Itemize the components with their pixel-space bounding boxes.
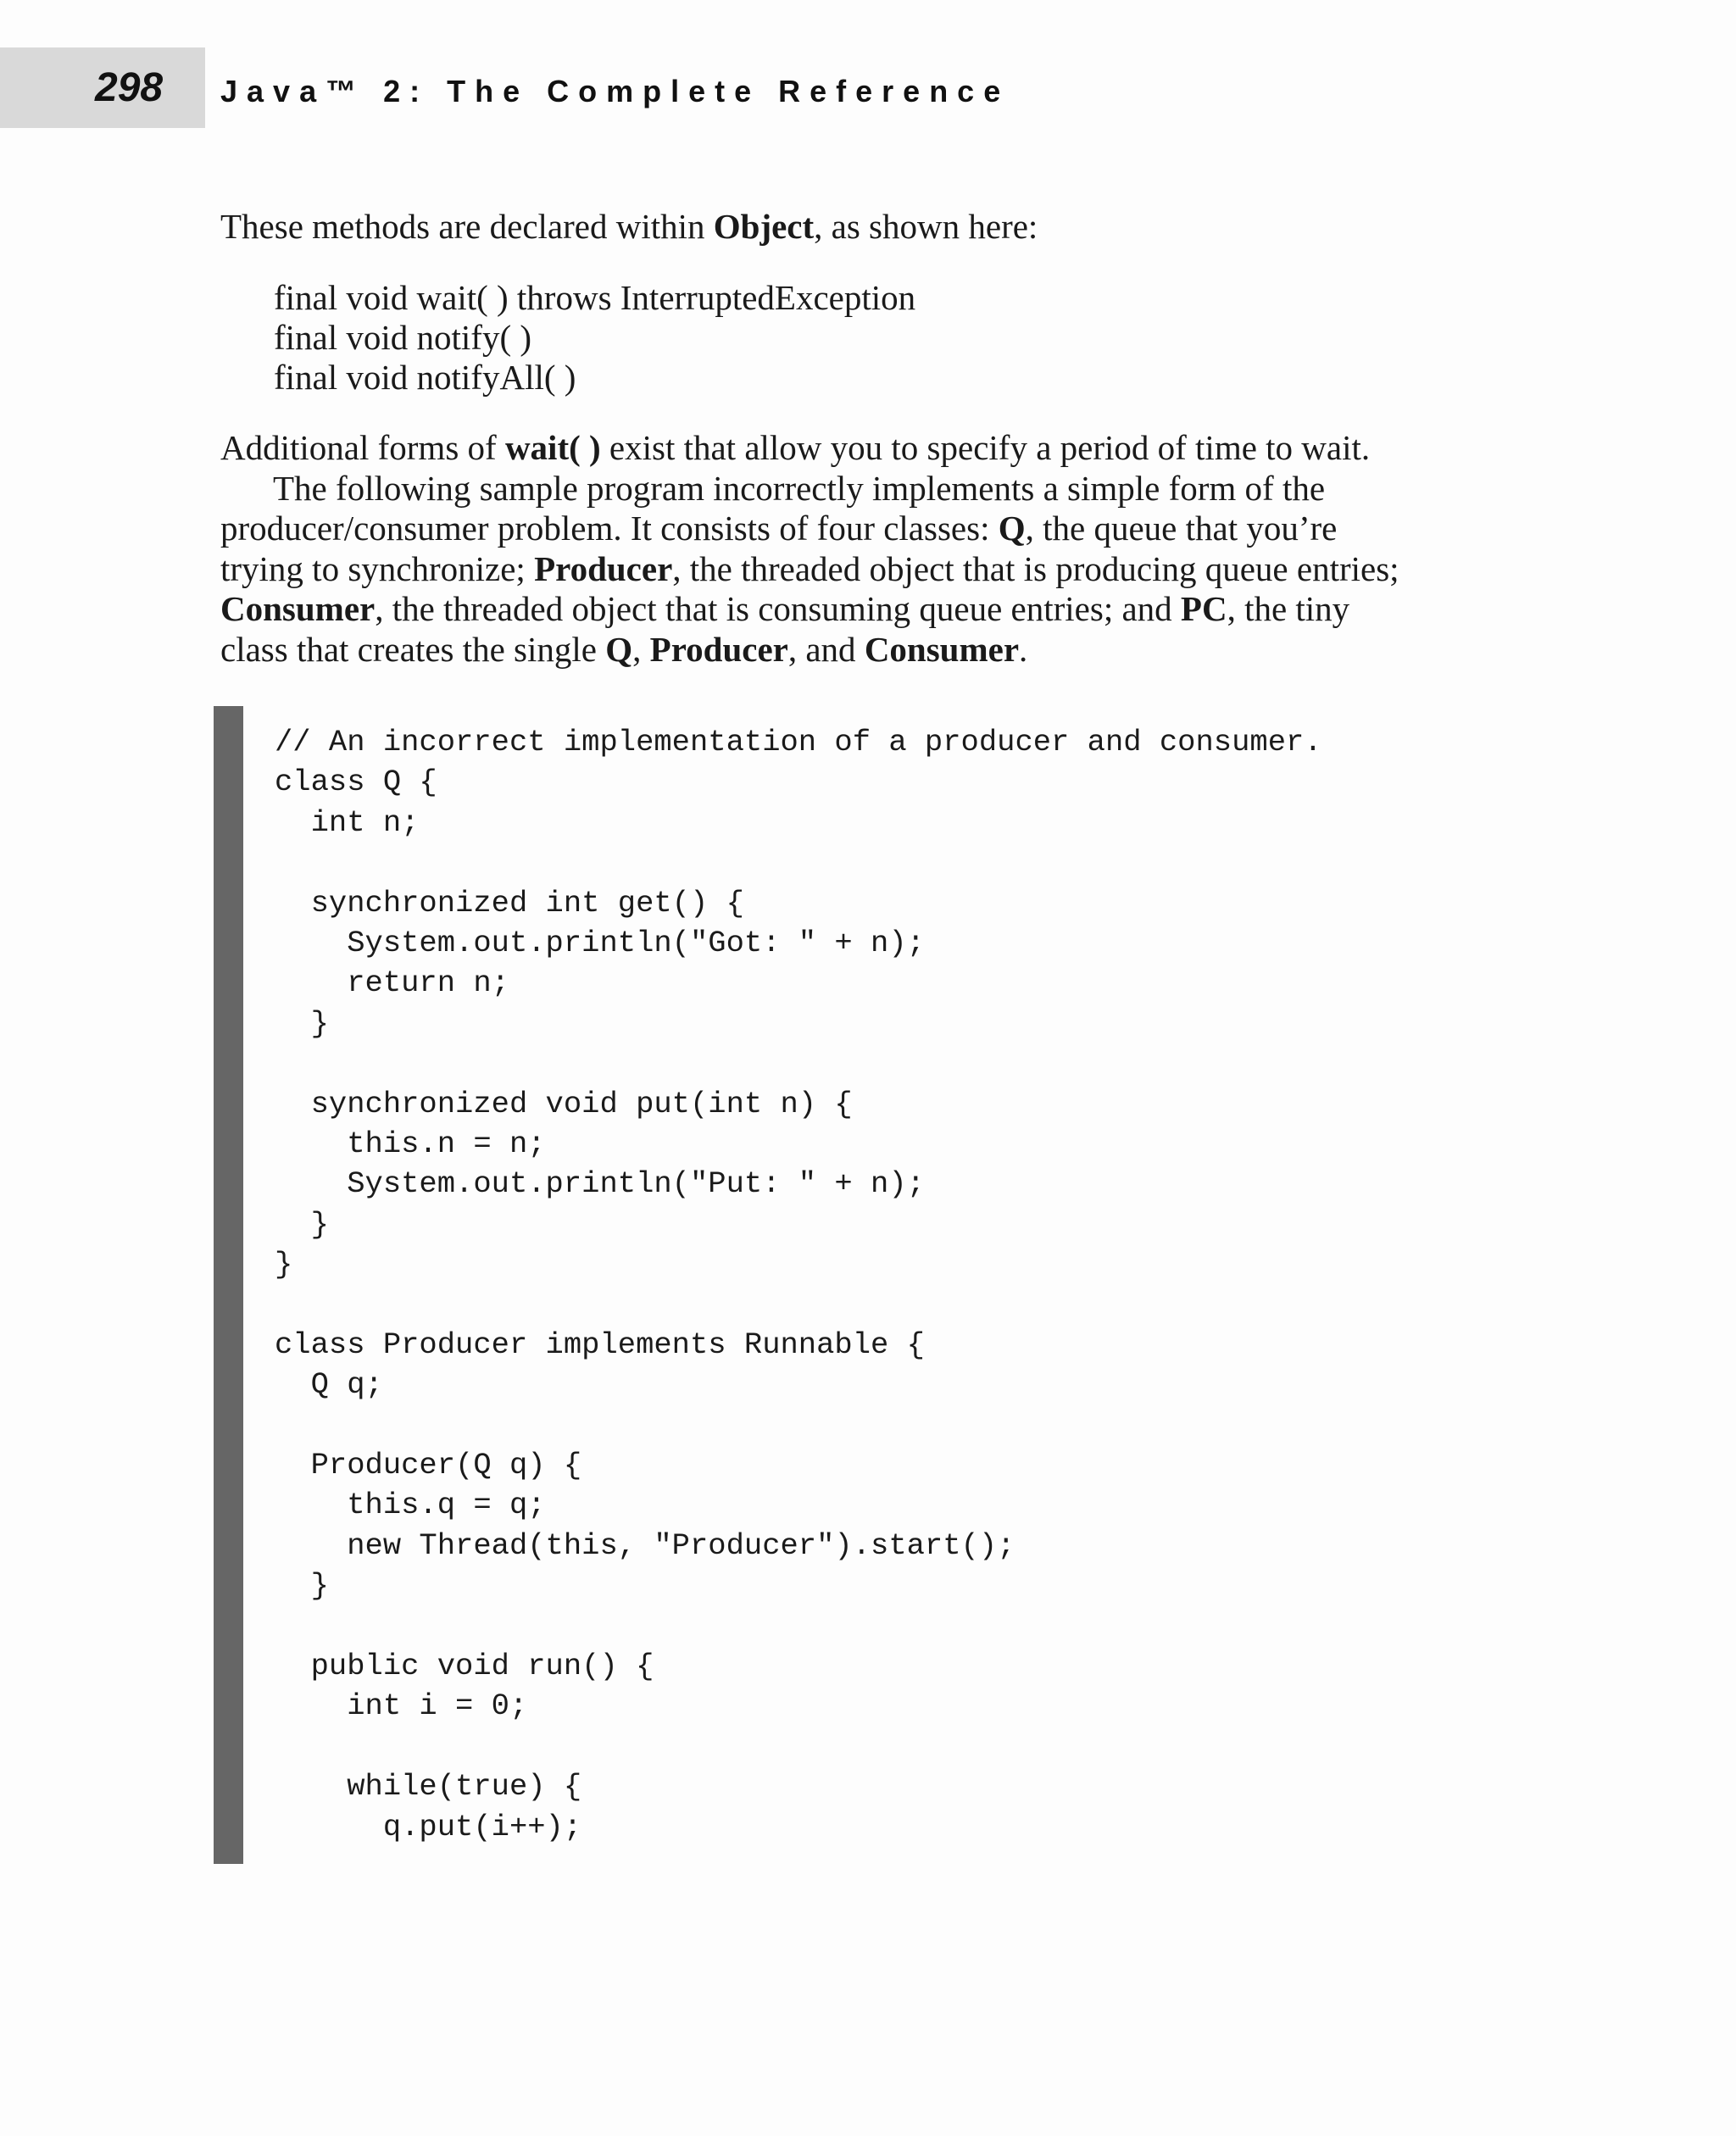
bold-term: Producer [649, 629, 788, 669]
code-line: int n; [275, 804, 420, 840]
bold-term: Producer [534, 548, 673, 588]
code-line: class Producer implements Runnable { [275, 1327, 925, 1362]
paragraph-line [220, 630, 1509, 670]
code-line [275, 1284, 1322, 1324]
text-run: producer/consumer problem. It consists of four classes: [220, 509, 999, 548]
code-line: public void run() { [275, 1648, 654, 1683]
paragraph-line [220, 509, 1509, 549]
bold-term: Consumer [220, 589, 376, 628]
signature-notify: final void notify( ) [274, 318, 532, 357]
method-signatures [274, 278, 915, 398]
code-line [275, 843, 1322, 882]
code-line: } [275, 1206, 329, 1242]
intro-sentence [220, 207, 1509, 248]
bold-term: Q [998, 509, 1026, 548]
bold-term: Consumer [864, 629, 1020, 669]
text-run: trying to synchronize; [220, 548, 535, 588]
code-line: // An incorrect implementation of a producer and consumer. [275, 725, 1322, 759]
code-line: return n; [275, 965, 509, 1001]
code-line: q.put(i++); [275, 1809, 582, 1844]
code-line [275, 1606, 1322, 1646]
text-run: , the tiny [1227, 589, 1350, 628]
intro-text-end: , as shown here: [814, 207, 1038, 246]
intro-text: These methods are declared within [220, 207, 714, 246]
code-line: } [275, 1247, 293, 1282]
paragraph-line [220, 589, 1509, 630]
code-line: System.out.println("Got: " + n); [275, 925, 925, 960]
code-listing [275, 722, 1322, 1847]
code-line: System.out.println("Put: " + n); [275, 1166, 925, 1202]
code-line [275, 1405, 1322, 1445]
code-line: synchronized int get() { [275, 885, 744, 921]
paragraph-line [220, 549, 1509, 590]
code-listing-bar [214, 706, 243, 1864]
bold-term: PC [1180, 589, 1227, 628]
intro-bold-object: Object [713, 207, 815, 246]
text-run: , the queue that you’re [1025, 509, 1338, 548]
text-run: Additional forms of [220, 428, 505, 467]
code-line: this.q = q; [275, 1488, 546, 1523]
text-run: exist that allow you to specify a period of time to wait. [600, 428, 1371, 467]
code-line: synchronized void put(int n) { [275, 1086, 853, 1121]
text-run: The following sample program incorrectly implements a simple form of the [273, 468, 1326, 508]
code-line: Q q; [275, 1367, 383, 1403]
code-line [275, 1727, 1322, 1766]
code-line: } [275, 1005, 329, 1041]
code-line: } [275, 1568, 329, 1604]
code-line: int i = 0; [275, 1688, 528, 1724]
code-line: while(true) { [275, 1769, 582, 1805]
text-run: , the threaded object that is producing queue entries; [672, 548, 1399, 588]
running-head: Java™ 2: The Complete Reference [220, 74, 1010, 108]
bold-term: Q [605, 629, 633, 669]
body-paragraph [220, 428, 1509, 670]
paragraph-line [220, 469, 1509, 509]
page-number: 298 [95, 65, 164, 110]
text-run: class that creates the single [220, 629, 606, 669]
code-line: Producer(Q q) { [275, 1448, 582, 1483]
code-line: this.n = n; [275, 1126, 546, 1161]
text-run: , [632, 629, 650, 669]
signature-wait: final void wait( ) throws InterruptedException [274, 278, 916, 317]
code-line: class Q { [275, 765, 437, 800]
text-run: , and [787, 629, 865, 669]
code-line [275, 1043, 1322, 1083]
signature-notifyall: final void notifyAll( ) [274, 358, 576, 397]
text-run: , the threaded object that is consuming queue entries; and [375, 589, 1181, 628]
text-run: . [1019, 629, 1028, 669]
paragraph-line [220, 428, 1509, 469]
code-line: new Thread(this, "Producer").start(); [275, 1527, 1015, 1563]
bold-term: wait( ) [504, 428, 601, 467]
